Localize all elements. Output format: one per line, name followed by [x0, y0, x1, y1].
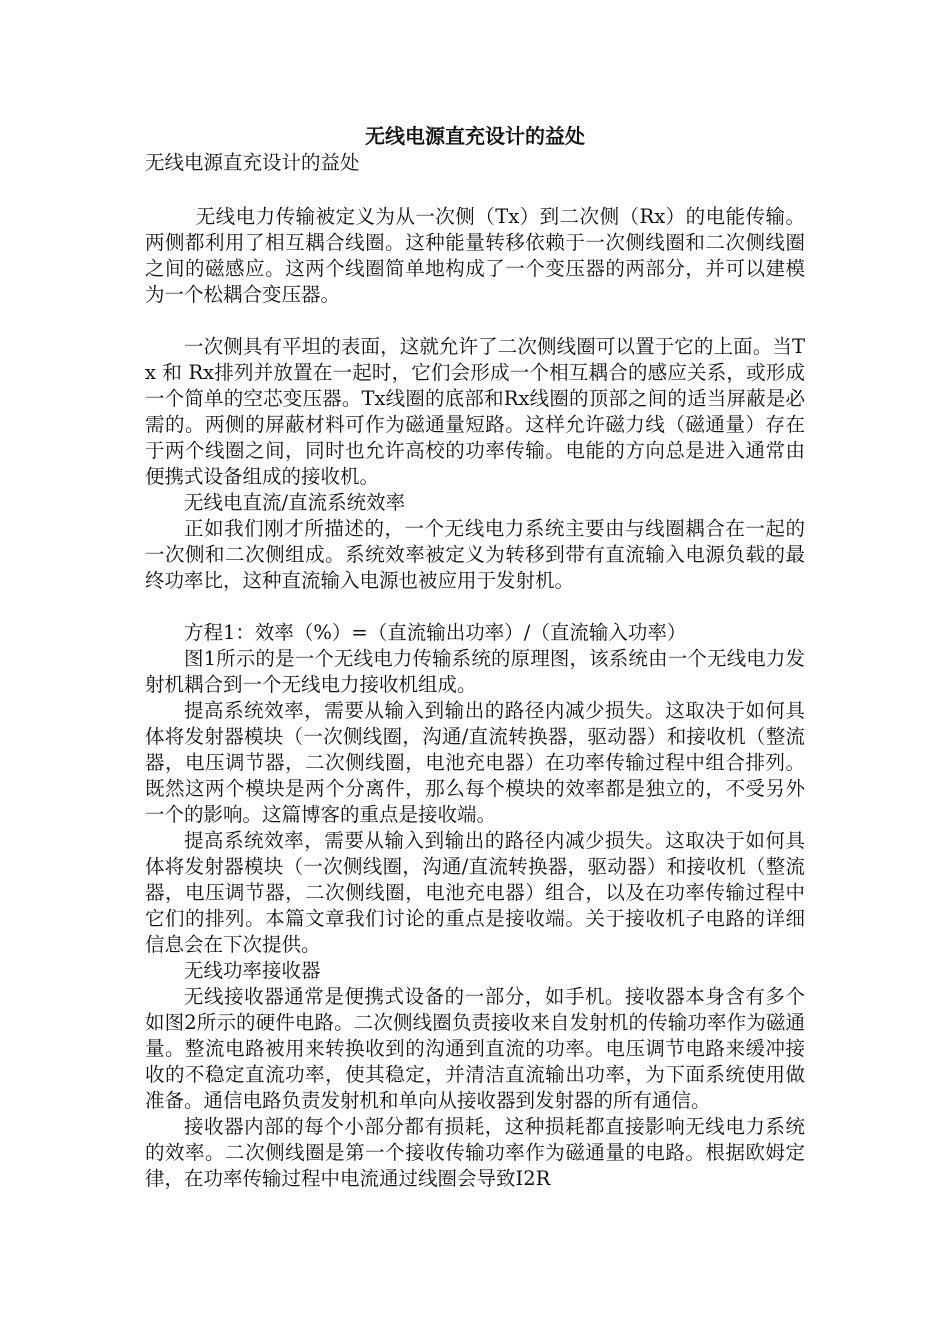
- paragraph-spacer: [145, 308, 805, 334]
- paragraph: 无线接收器通常是便携式设备的一部分，如手机。接收器本身含有多个如图2所示的硬件电路。二次侧线圈负责接收来自发射机的传输功率作为磁通量。整流电路被用来转换收到的沟通到直流的功率。电压调节电路来缓冲接收的不稳定直流功率，使其稳定，并清洁直流输出功率，为下面系统使用做准备。通信电路负责发射机和单向从接收器到发射器的所有通信。: [145, 985, 805, 1112]
- paragraph: 无线电力传输被定义为从一次侧（Tx）到二次侧（Rx）的电能传输。两侧都利用了相互耦合线圈。这种能量转移依赖于一次侧线圈和二次侧线圈之间的磁感应。这两个线圈简单地构成了一个变压器的两部分，并可以建模为一个松耦合变压器。: [145, 205, 805, 306]
- section-heading: 无线功率接收器: [184, 959, 321, 982]
- paragraph-spacer: [145, 178, 805, 204]
- document-subtitle: 无线电源直充设计的益处: [145, 151, 360, 174]
- paragraph: 一次侧具有平坦的表面，这就允许了二次侧线圈可以置于它的上面。当Tx 和 Rx排列并放置在一起时，它们会形成一个相互耦合的感应关系，或形成一个简单的空芯变压器。Tx线圈的底部和Rx线圈的顶部之间的适当屏蔽是必需的。两侧的屏蔽材料可作为磁通量短路。这样允许磁力线（磁通量）存在于两个线圈之间，同时也允许高校的功率传输。电能的方向总是进入通常由便携式设备组成的接收机。: [145, 335, 805, 488]
- paragraph: 正如我们刚才所描述的，一个无线电力系统主要由与线圈耦合在一起的一次侧和二次侧组成。系统效率被定义为转移到带有直流输入电源负载的最终功率比，这种直流输入电源也被应用于发射机。: [145, 517, 805, 592]
- paragraph: 提高系统效率，需要从输入到输出的路径内减少损失。这取决于如何具体将发射器模块（一次侧线圈，沟通/直流转换器，驱动器）和接收机（整流器，电压调节器，二次侧线圈，电池充电器）在功率传输过程中组合排列。既然这两个模块是两个分离件，那么每个模块的效率都是独立的，不受另外一个的影响。这篇博客的重点是接收端。: [145, 699, 805, 826]
- paragraph: 提高系统效率，需要从输入到输出的路径内减少损失。这取决于如何具体将发射器模块（一次侧线圈，沟通/直流转换器，驱动器）和接收机（整流器，电压调节器，二次侧线圈，电池充电器）组合，以及在功率传输过程中它们的排列。本篇文章我们讨论的重点是接收端。关于接收机子电路的详细信息会在下次提供。: [145, 829, 805, 956]
- document-title: 无线电源直充设计的益处: [365, 124, 585, 148]
- section-heading: 无线电直流/直流系统效率: [184, 491, 406, 514]
- paragraph: 接收器内部的每个小部分都有损耗，这种损耗都直接影响无线电力系统的效率。二次侧线圈是第一个接收传输功率作为磁通量的电路。根据欧姆定律，在功率传输过程中电流通过线圈会导致I2R: [145, 1115, 805, 1190]
- document-body: [145, 122, 805, 1192]
- equation: 方程1：效率（%）=（直流输出功率）/（直流输入功率）: [184, 621, 687, 644]
- paragraph-spacer: [145, 594, 805, 620]
- paragraph: 图1所示的是一个无线电力传输系统的原理图，该系统由一个无线电力发射机耦合到一个无线电力接收机组成。: [145, 647, 805, 696]
